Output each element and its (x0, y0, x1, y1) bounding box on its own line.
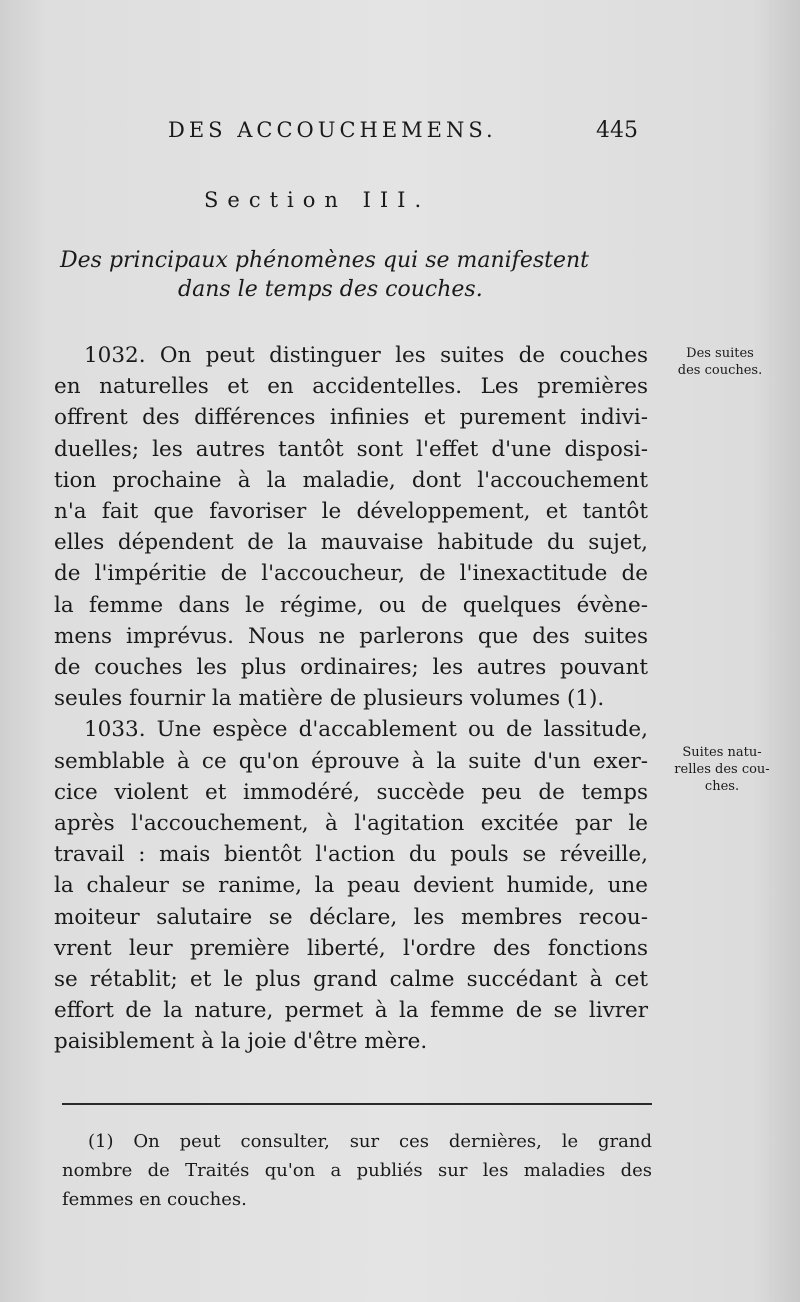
text-line: moiteur salutaire se déclare, les membres recou- (54, 904, 648, 930)
subtitle-line: Des principaux phénomènes qui se manifestent (60, 248, 589, 273)
text-line: après l'accouchement, à l'agitation excitée par le (54, 811, 648, 837)
subtitle-line: dans le temps des couches. (178, 277, 483, 302)
running-title: DES ACCOUCHEMENS. (168, 118, 497, 142)
body-text (54, 340, 648, 1058)
running-head (168, 118, 638, 148)
paragraph-1033 (54, 714, 648, 1057)
margin-note-line: des couches. (677, 363, 763, 378)
text-line: de couches les plus ordinaires; les autres pouvant (54, 655, 648, 681)
margin-note-line: relles des cou- (674, 762, 770, 777)
text-line: effort de la nature, permet à la femme de se livrer (54, 998, 648, 1024)
text-line: mens imprévus. Nous ne parlerons que des suites (54, 623, 648, 649)
text-line: en naturelles et en accidentelles. Les premières (54, 374, 648, 400)
text-line: semblable à ce qu'on éprouve à la suite d'un exer- (54, 748, 648, 774)
text-line: de l'impéritie de l'accoucheur, de l'inexactitude de (54, 561, 648, 587)
text-line: la chaleur se ranime, la peau devient humide, une (54, 873, 648, 899)
text-line: paisiblement à la joie d'être mère. (54, 1029, 428, 1055)
footnote-line: nombre de Traités qu'on a publiés sur les maladies des (62, 1160, 652, 1181)
footnote-line: femmes en couches. (62, 1189, 247, 1210)
footnote (62, 1127, 652, 1214)
page-number: 445 (596, 118, 638, 143)
text-line: 1032. On peut distinguer les suites de couches (84, 343, 648, 368)
text-line: tion prochaine à la maladie, dont l'accouchement (54, 467, 648, 493)
section-subtitle (60, 246, 640, 304)
section-heading: Section III. (204, 188, 431, 212)
footnote-rule (62, 1103, 652, 1105)
text-line: se rétablit; et le plus grand calme succédant à cet (54, 967, 648, 993)
text-line: cice violent et immodéré, succède peu de temps (54, 779, 648, 805)
text-line: 1033. Une espèce d'accablement ou de lassitude, (84, 717, 648, 743)
paragraph-1032 (54, 340, 648, 714)
text-line: vrent leur première liberté, l'ordre des fonctions (54, 935, 648, 961)
margin-note-suites-des-couches (650, 345, 790, 379)
text-line: travail : mais bientôt l'action du pouls se réveille, (54, 842, 648, 868)
margin-note-line: ches. (704, 779, 740, 794)
text-line: n'a fait que favoriser le développement, et tantôt (54, 499, 648, 525)
text-line: duelles; les autres tantôt sont l'effet d'une disposi- (54, 436, 648, 462)
margin-note-line: Des suites (686, 346, 754, 361)
text-line: la femme dans le régime, ou de quelques évène- (54, 592, 648, 618)
margin-note-suites-naturelles (652, 744, 792, 795)
text-line: seules fournir la matière de plusieurs volumes (1). (54, 686, 605, 712)
margin-note-line: Suites natu- (682, 745, 762, 760)
footnote-line: (1) On peut consulter, sur ces dernières, le grand (88, 1131, 652, 1152)
text-line: elles dépendent de la mauvaise habitude du sujet, (54, 530, 648, 556)
text-line: offrent des différences infinies et purement indivi- (54, 405, 648, 431)
